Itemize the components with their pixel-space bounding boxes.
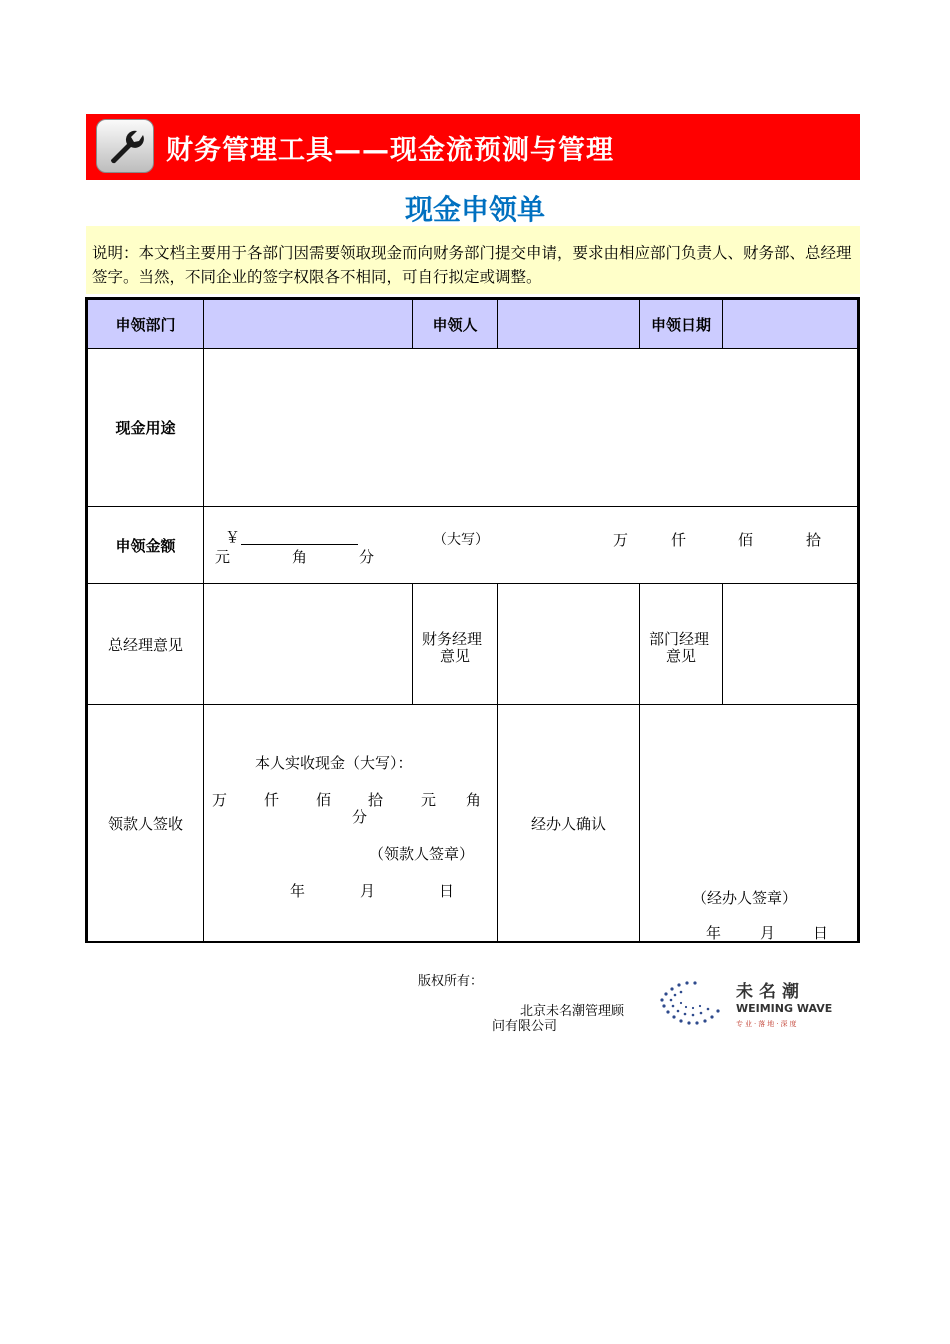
handler-seal: （经办人签章） — [692, 889, 798, 907]
unit-bai: 佰 — [738, 531, 754, 549]
receiver-field[interactable] — [204, 705, 497, 941]
h-year: 年 — [706, 924, 722, 942]
r-unit-wan: 万 — [212, 791, 228, 809]
received-text: 本人实收现金（大写）： — [255, 754, 413, 772]
fin-manager-label: 财务经理 — [422, 630, 483, 648]
dept-value-cell[interactable] — [204, 298, 412, 348]
unit-shi: 拾 — [806, 531, 822, 549]
page-title: 财务管理工具——现金流预测与管理 — [166, 135, 614, 166]
r-unit-fen: 分 — [352, 808, 368, 826]
unit-yuan: 元 — [215, 548, 231, 566]
r-unit-jiao: 角 — [466, 791, 482, 809]
purpose-label: 现金用途 — [115, 419, 176, 437]
col-divider — [412, 583, 413, 705]
date-field[interactable] — [723, 300, 857, 348]
gm-opinion-field[interactable] — [204, 584, 412, 704]
h-month: 月 — [760, 924, 776, 942]
r-month: 月 — [360, 882, 376, 900]
h-day: 日 — [813, 924, 829, 942]
yen-symbol: ￥ — [225, 528, 241, 546]
form-title: 现金申领单 — [404, 193, 545, 226]
unit-wan: 万 — [613, 531, 629, 549]
wrench-icon — [96, 119, 154, 173]
unit-jiao: 角 — [292, 548, 308, 566]
fin-manager-label-2: 意见 — [440, 647, 471, 665]
handler-label: 经办人确认 — [530, 814, 606, 833]
logo-en-text: WEIMING WAVE — [736, 1002, 833, 1015]
company-name-line1: 北京未名潮管理顾 — [520, 1004, 625, 1019]
dept-opinion-field[interactable] — [723, 584, 857, 704]
amount-underline — [241, 544, 358, 545]
receiver-seal: （领款人签章） — [369, 845, 475, 863]
note-text: 说明：本文档主要用于各部门因需要领取现金而向财务部门提交申请，要求由相应部门负责人、财务部、总经理签字。当然，不同企业的签字权限各不相同，可自行拟定或调整。 — [92, 244, 852, 286]
dept-manager-label-2: 意见 — [666, 647, 697, 665]
company-name-line2: 问有限公司 — [492, 1019, 558, 1034]
table-border-right — [857, 297, 860, 943]
r-unit-shi: 拾 — [368, 791, 384, 809]
logo-tagline: 专业·落地·深度 — [736, 1020, 799, 1028]
purpose-field[interactable] — [204, 349, 857, 506]
applicant-label: 申领人 — [432, 315, 478, 334]
logo-cn-text: 未名潮 — [736, 982, 805, 1002]
unit-fen: 分 — [359, 548, 375, 566]
applicant-field[interactable] — [498, 300, 639, 348]
r-year: 年 — [290, 882, 306, 900]
r-unit-bai: 佰 — [316, 791, 332, 809]
r-day: 日 — [439, 882, 455, 900]
r-unit-qian: 仟 — [264, 791, 280, 809]
dept-manager-label: 部门经理 — [649, 630, 710, 648]
gm-opinion-label: 总经理意见 — [107, 635, 183, 654]
dept-label: 申领部门 — [115, 315, 176, 334]
r-unit-yuan: 元 — [421, 791, 437, 809]
copyright-label: 版权所有： — [418, 974, 484, 989]
receiver-label: 领款人签收 — [107, 814, 183, 833]
daxie-label: （大写） — [433, 532, 489, 548]
date-label: 申领日期 — [650, 315, 711, 334]
amount-field[interactable] — [204, 507, 857, 583]
unit-qian: 仟 — [671, 531, 687, 549]
amount-label: 申领金额 — [115, 536, 176, 555]
fin-opinion-field[interactable] — [498, 584, 639, 704]
